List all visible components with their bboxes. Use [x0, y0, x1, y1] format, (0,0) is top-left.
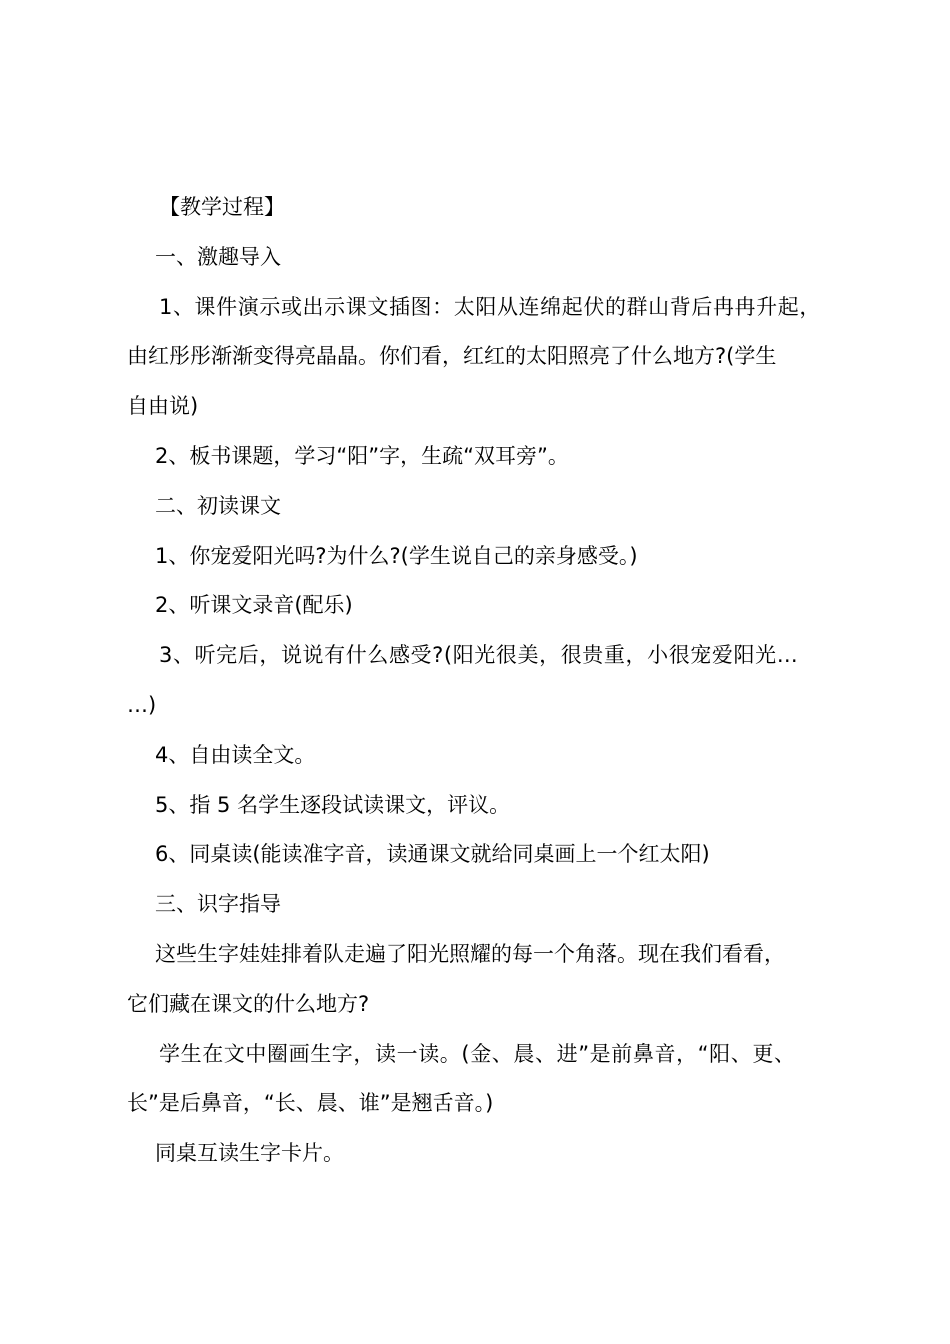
paragraph-line: 它们藏在课文的什么地方? [127, 991, 370, 1016]
section-heading-literacy: 三、识字指导 [155, 892, 281, 917]
paragraph-line: 自由说) [127, 394, 199, 419]
paragraph-line: 学生在文中圈画生字，读一读。(金、晨、进”是前鼻音，“阳、更、 [159, 1041, 796, 1066]
paragraph-line: 4、自由读全文。 [155, 742, 316, 767]
section-heading-first-reading: 二、初读课文 [155, 493, 281, 518]
section-heading-intro: 一、激趣导入 [155, 244, 281, 269]
paragraph-line: 2、听课文录音(配乐) [155, 593, 353, 618]
paragraph-line: 1、课件演示或出示课文插图：太阳从连绵起伏的群山背后冉冉升起， [159, 294, 821, 319]
paragraph-line: 这些生字娃娃排着队走遍了阳光照耀的每一个角落。现在我们看看， [155, 941, 785, 966]
paragraph-line: 6、同桌读(能读准字音，读通课文就给同桌画上一个红太阳) [155, 842, 710, 867]
document-body [127, 183, 847, 1179]
paragraph-line: 长”是后鼻音，“长、晨、谁”是翘舌音。) [127, 1091, 494, 1116]
paragraph-line: 5、指 5 名学生逐段试读课文，评议。 [155, 792, 511, 817]
paragraph-line: 2、板书课题，学习“阳”字，生疏“双耳旁”。 [155, 443, 569, 468]
section-heading-teaching-process: 【教学过程】 [159, 195, 285, 219]
paragraph-line: 1、你宠爱阳光吗?为什么?(学生说自己的亲身感受。) [155, 543, 638, 568]
paragraph-line: 3、听完后，说说有什么感受?(阳光很美，很贵重，小很宠爱阳光… [159, 643, 799, 668]
paragraph-line: 由红彤彤渐渐变得亮晶晶。你们看，红红的太阳照亮了什么地方?(学生 [127, 344, 777, 369]
paragraph-line: …) [127, 692, 157, 717]
paragraph-line: 同桌互读生字卡片。 [155, 1141, 344, 1166]
